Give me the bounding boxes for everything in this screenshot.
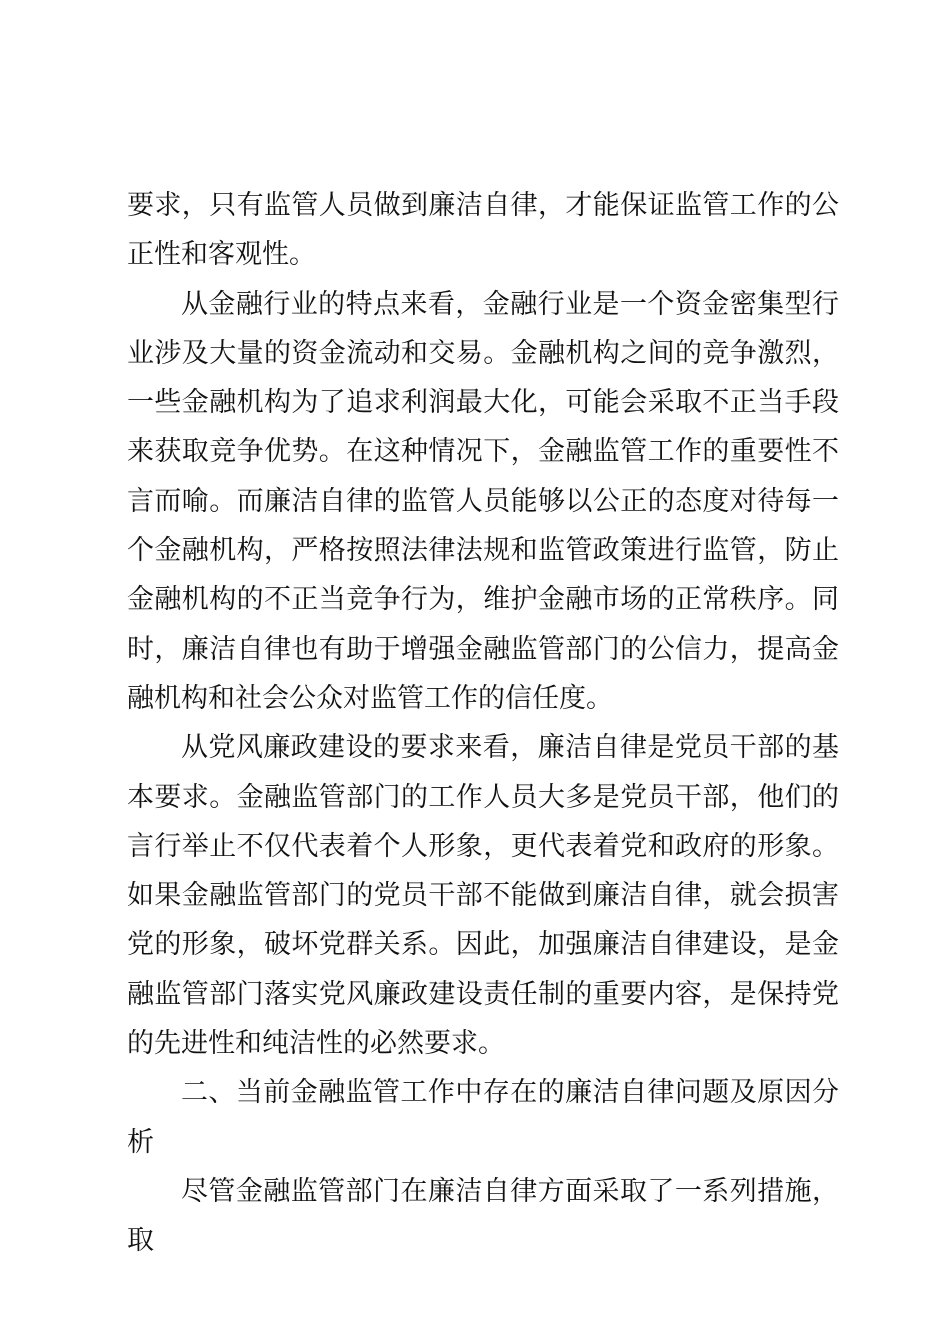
paragraph-party-conduct: 从党风廉政建设的要求来看，廉洁自律是党员干部的基本要求。金融监管部门的工作人员大多是党员干部，他们的言行举止不仅代表着个人形象，更代表着党和政府的形象。如果金融监管部门的党员干部不能做到廉洁自律，就会损害党的形象，破坏党群关系。因此，加强廉洁自律建设，是金融监管部门落实党风廉政建设责任制的重要内容，是保持党的先进性和纯洁性的必然要求。 bbox=[127, 732, 839, 1060]
document-body bbox=[127, 181, 839, 1266]
paragraph-section-intro: 尽管金融监管部门在廉洁自律方面采取了一系列措施，取 bbox=[127, 1175, 839, 1257]
paragraph-financial-industry: 从金融行业的特点来看，金融行业是一个资金密集型行业涉及大量的资金流动和交易。金融机构之间的竞争激烈，一些金融机构为了追求利润最大化，可能会采取不正当手段来获取竞争优势。在这种情况下，金融监管工作的重要性不言而喻。而廉洁自律的监管人员能够以公正的态度对待每一个金融机构，严格按照法律法规和监管政策进行监管，防止金融机构的不正当竞争行为，维护金融市场的正常秩序。同时，廉洁自律也有助于增强金融监管部门的公信力，提高金融机构和社会公众对监管工作的信任度。 bbox=[127, 288, 839, 714]
section-heading: 二、当前金融监管工作中存在的廉洁自律问题及原因分析 bbox=[127, 1077, 839, 1158]
paragraph-continuation: 要求，只有监管人员做到廉洁自律，才能保证监管工作的公正性和客观性。 bbox=[127, 190, 839, 271]
